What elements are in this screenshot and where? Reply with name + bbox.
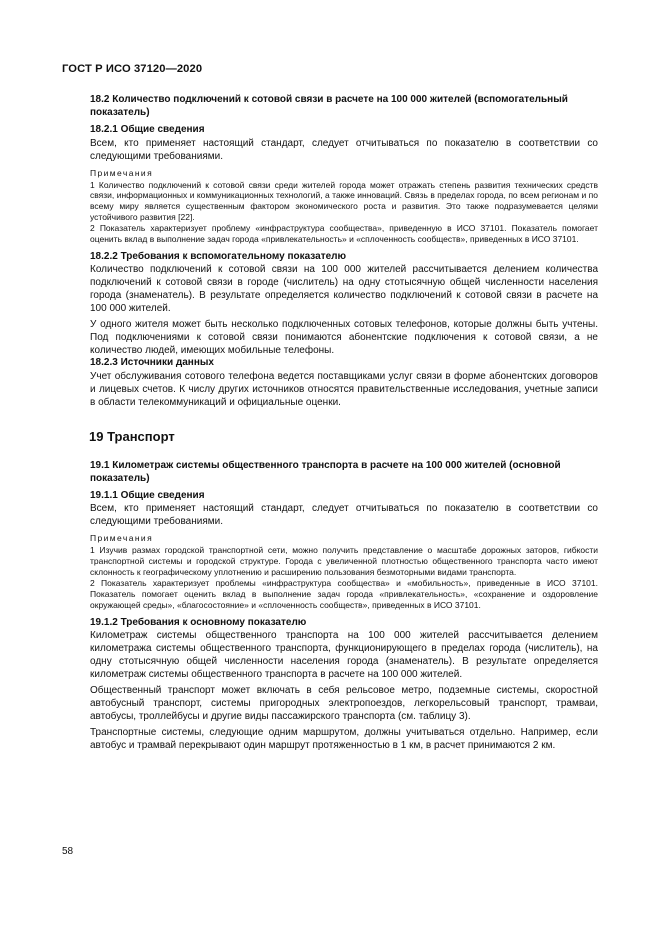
- section-19-1-1-text: Всем, кто применяет настоящий стандарт, следует отчитываться по показателю в соответствии со следующими требованиями.: [90, 503, 598, 528]
- note-18-2-1: 1 Количество подключений к сотовой связи среди жителей города может отражать степень развития технических средств связи, информационных и коммуникационных технологий, а также инноваций. Связь в пределах города, по всем регионам и по всему миру является существенным фактором экономического роста и развития. Это также подразумевается целями устойчивого развития [22].: [90, 179, 598, 223]
- note-18-2-2: 2 Показатель характеризует проблему «инфраструктура сообщества», приведенную в ИСО 37101. Показатель помогает оценить вклад в выполнение задач города «привлекательность» и «сплоченность сообществ», приведенных в ИСО 37101.: [90, 223, 598, 245]
- section-18-2-2-paragraph-1: Количество подключений к сотовой связи на 100 000 жителей рассчитывается делением количества подключений к сотовой связи в городе (числитель) на одну стотысячную общей численности населения города (знаменатель). В результате определяется количество подключений к сотовой связи в расчете на 100 000 жителей.: [90, 264, 598, 315]
- section-19-1-1-title: 19.1.1 Общие сведения: [90, 489, 205, 501]
- page-content: [90, 93, 598, 752]
- section-19-title: 19 Транспорт: [89, 428, 175, 444]
- notes-title: Примечания: [90, 533, 154, 544]
- section-19-1-2-paragraph-3: Транспортные системы, следующие одним маршрутом, должны учитываться отдельно. Например, если автобус и трамвай перекрывают один маршрут протяженностью в 1 км, в расчет принимаются 2 км.: [90, 727, 598, 752]
- section-18-2-2-title: 18.2.2 Требования к вспомогательному показателю: [90, 250, 347, 262]
- section-18-2-title: 18.2 Количество подключений к сотовой связи в расчете на 100 000 жителей (вспомогательный показатель): [90, 94, 568, 118]
- section-18-2-2-paragraph-2: У одного жителя может быть несколько подключенных сотовых телефонов, которые должны быть учтены. Под подключениями к сотовой связи понимаются абонентские подключения к сотовой связи, а не количество людей, имеющих мобильные телефоны.: [90, 319, 598, 357]
- section-19-1-2-paragraph-2: Общественный транспорт может включать в себя рельсовое метро, подземные системы, скоростной автобусный транспорт, системы пригородных электропоездов, легкорельсовый транспорт, трамваи, автобусы, троллейбусы и другие виды пассажирского транспорта (см. таблицу 3).: [90, 685, 598, 723]
- section-18-2-3-title: 18.2.3 Источники данных: [90, 357, 214, 369]
- section-19-1-title: 19.1 Километраж системы общественного транспорта в расчете на 100 000 жителей (основной показатель): [90, 459, 561, 484]
- section-18-2-3-paragraph: Учет обслуживания сотового телефона ведется поставщиками услуг связи в форме абонентских договоров и лицевых счетов. К числу других источников относятся правительственные исследования, учетные записи в области телекоммуникаций и официальные оценки.: [90, 370, 598, 408]
- document-id-header: ГОСТ Р ИСО 37120—2020: [62, 63, 203, 75]
- page-number: 58: [62, 846, 74, 857]
- section-19-1-2-title: 19.1.2 Требования к основному показателю: [90, 616, 307, 628]
- note-19-1-2: 2 Показатель характеризует проблемы «инфраструктура сообщества» и «мобильность», приведенные в ИСО 37101. Показатель помогает оценить вклад в выполнение задач города «привлекательность», «сохранение и оздоровление окружающей среды», «благосостояние» и «сплоченность сообществ», приведенных в ИСО 37101.: [90, 578, 598, 610]
- notes-title: Примечания: [90, 167, 154, 178]
- section-19-1-2-paragraph-1: Километраж системы общественного транспорта на 100 000 жителей рассчитывается делением километража системы общественного транспорта, функционирующего в пределах города (числитель), на одну стотысячную общей численности населения города (знаменатель). В результате определяется километраж системы общественного транспорта в расчете на 100 000 жителей.: [90, 630, 598, 681]
- note-19-1-1: 1 Изучив размах городской транспортной сети, можно получить представление о масштабе дорожных заторов, гибкости транспортной системы и городской структуре. Города с увеличенной плотностью общественного транспорта часто имеют склонность к географическому уплотнению и расширению пользования безмоторными видами транспорта.: [90, 545, 598, 578]
- section-18-2-1-text: Всем, кто применяет настоящий стандарт, следует отчитываться по показателю в соответствии со следующими требованиями.: [90, 137, 598, 162]
- section-18-2-1-title: 18.2.1 Общие сведения: [90, 124, 205, 135]
